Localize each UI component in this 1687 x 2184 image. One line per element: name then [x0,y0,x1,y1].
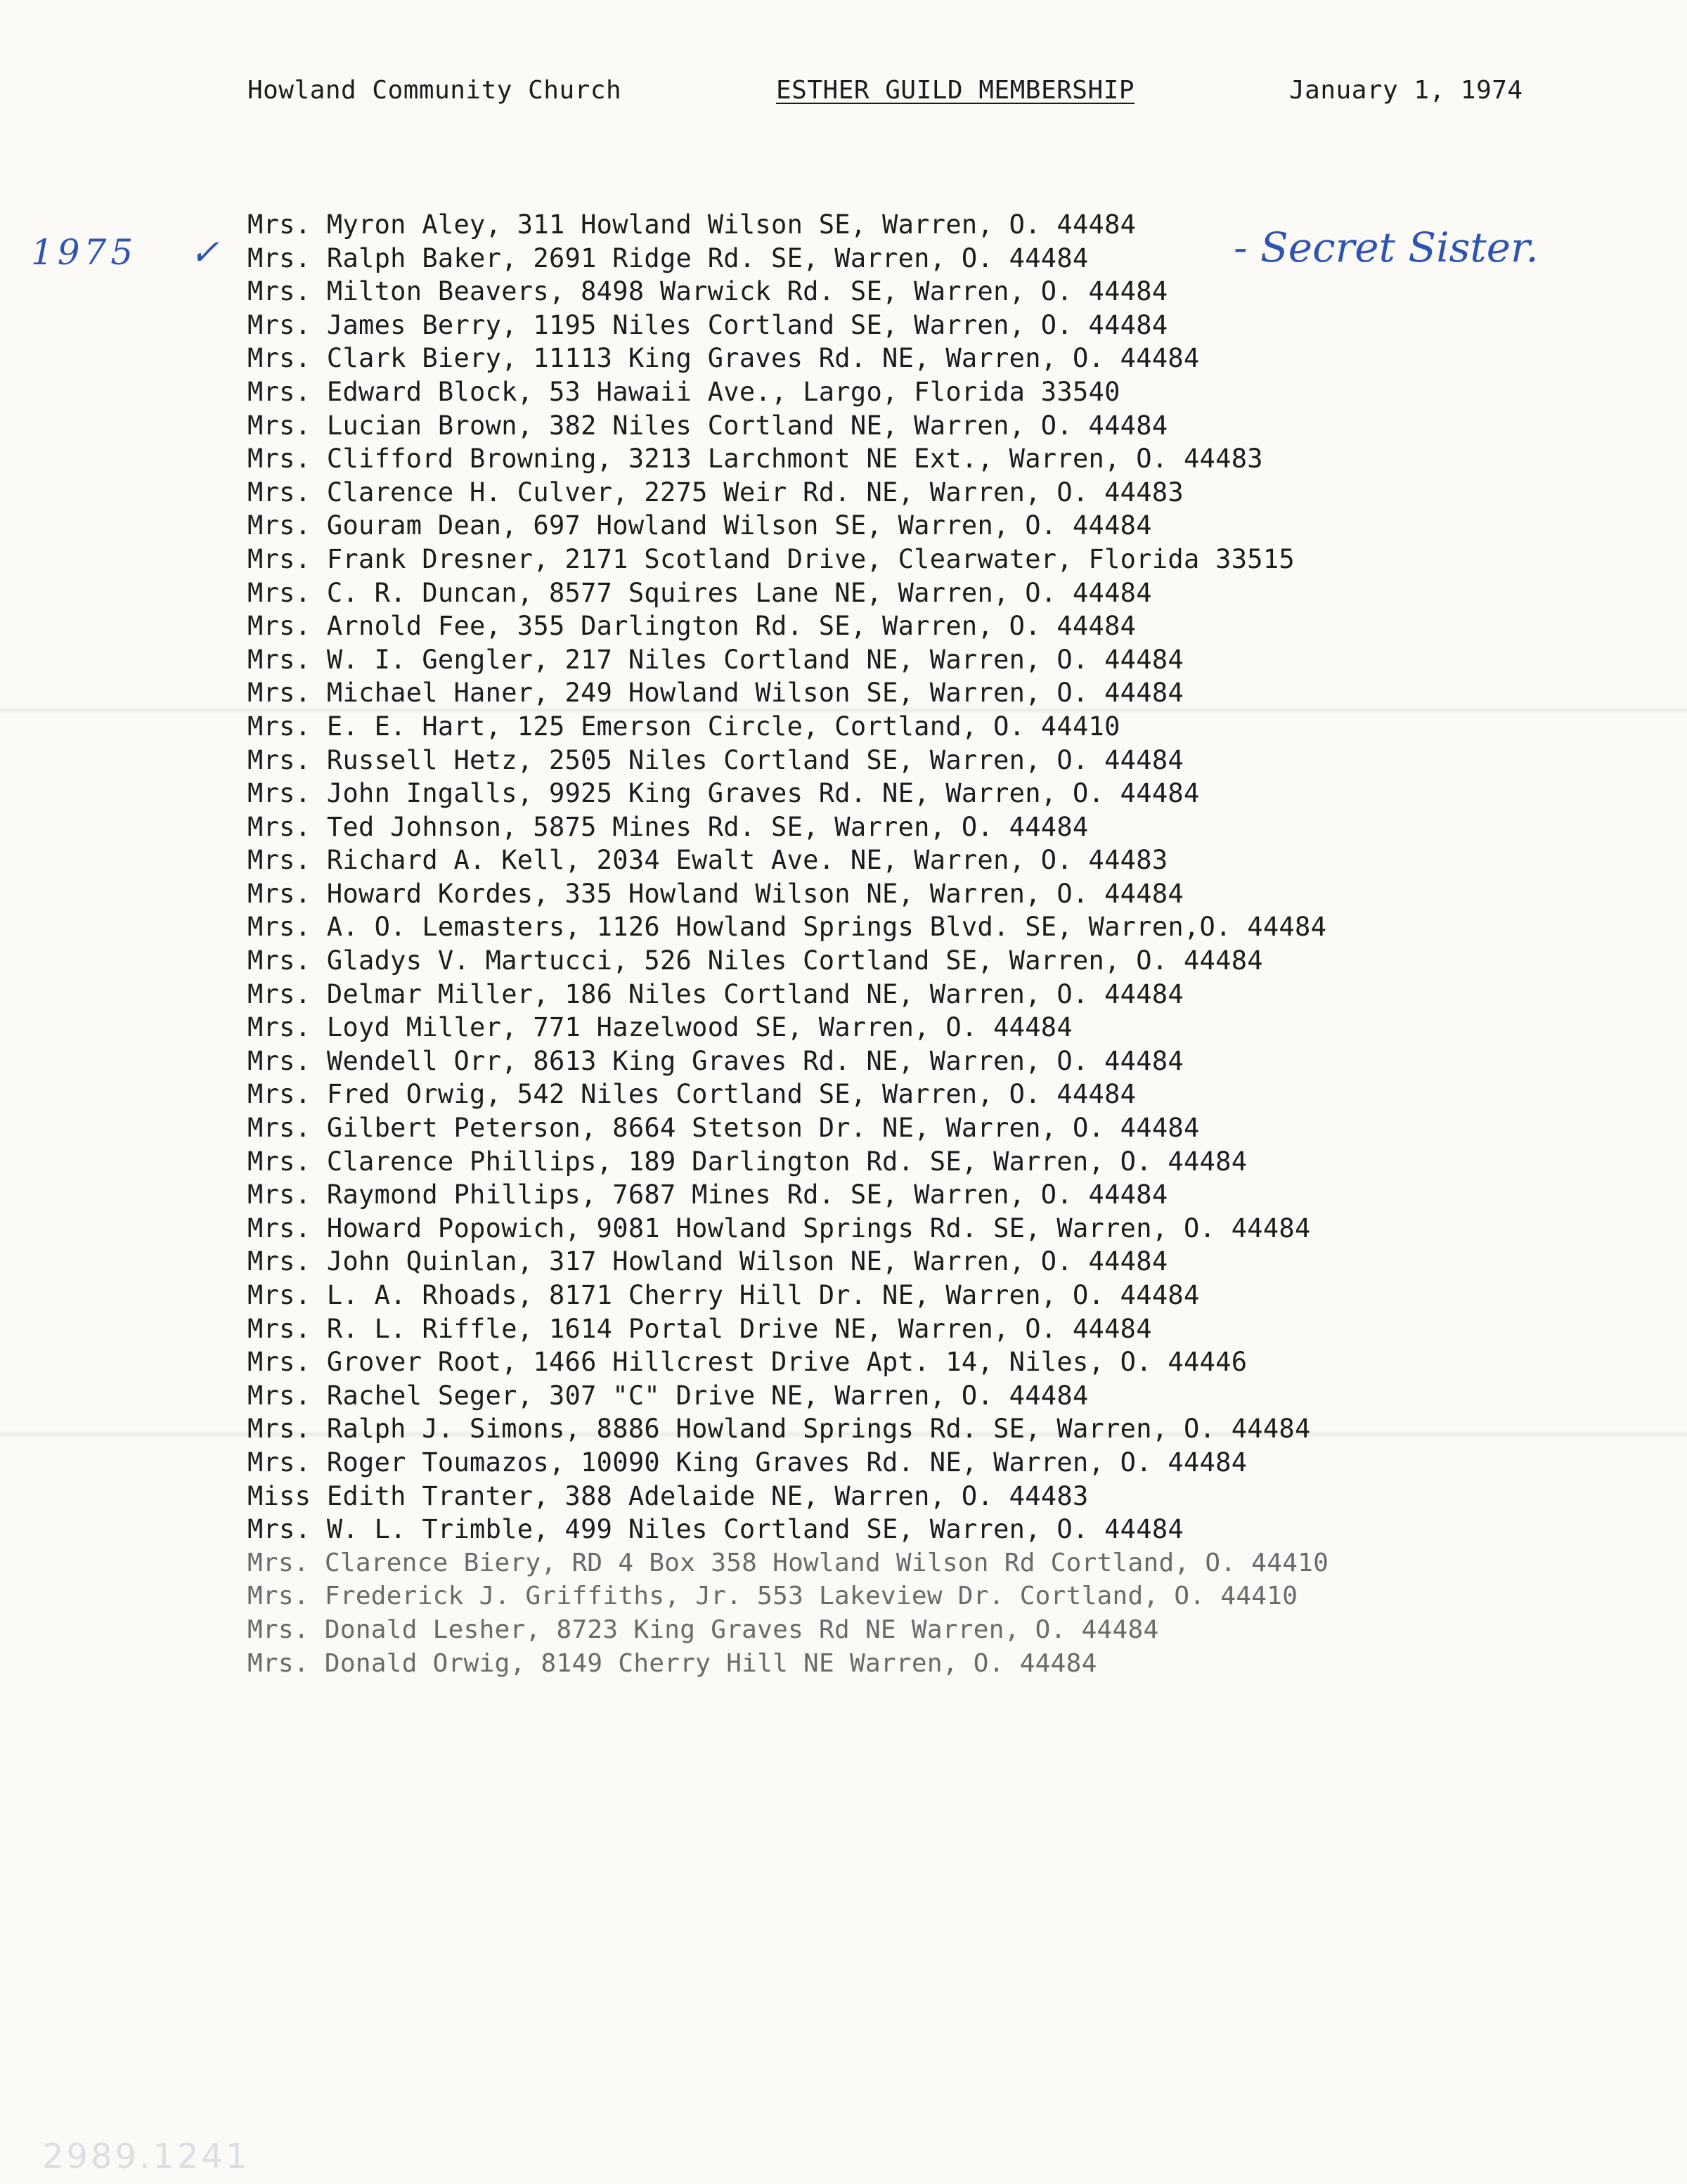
member-entry: Mrs. Howard Kordes, 335 Howland Wilson NE, Warren, O. 44484 [247,878,1184,909]
member-entry: Mrs. Grover Root, 1466 Hillcrest Drive Apt. 14, Niles, O. 44446 [247,1347,1248,1378]
member-entry: Mrs. Milton Beavers, 8498 Warwick Rd. SE, Warren, O. 44484 [247,276,1168,307]
member-entry: Mrs. Raymond Phillips, 7687 Mines Rd. SE, Warren, O. 44484 [247,1180,1168,1210]
member-entry: Mrs. Myron Aley, 311 Howland Wilson SE, Warren, O. 44484 [247,209,1137,240]
member-list [247,208,1513,1680]
document-title: ESTHER GUILD MEMBERSHIP [776,76,1135,105]
member-entry: Mrs. Richard A. Kell, 2034 Ewalt Ave. NE, Warren, O. 44483 [247,845,1168,876]
member-entry: Mrs. Arnold Fee, 355 Darlington Rd. SE, Warren, O. 44484 [247,611,1137,642]
member-entry: Mrs. John Quinlan, 317 Howland Wilson NE, Warren, O. 44484 [247,1246,1168,1277]
member-entry: Mrs. John Ingalls, 9925 King Graves Rd. NE, Warren, O. 44484 [247,778,1200,809]
member-entry: Mrs. Clarence H. Culver, 2275 Weir Rd. NE, Warren, O. 44483 [247,477,1184,508]
member-entry: Mrs. Donald Lesher, 8723 King Graves Rd NE Warren, O. 44484 [247,1615,1159,1644]
member-entry: Mrs. Ted Johnson, 5875 Mines Rd. SE, Warren, O. 44484 [247,811,1089,842]
member-entry: Mrs. Fred Orwig, 542 Niles Cortland SE, Warren, O. 44484 [247,1079,1137,1110]
member-entry: Mrs. Russell Hetz, 2505 Niles Cortland SE, Warren, O. 44484 [247,744,1184,775]
member-entry: Mrs. W. L. Trimble, 499 Niles Cortland SE, Warren, O. 44484 [247,1514,1184,1545]
member-entry: Mrs. A. O. Lemasters, 1126 Howland Springs Blvd. SE, Warren,O. 44484 [247,912,1327,943]
member-entry: Mrs. Ralph J. Simons, 8886 Howland Springs Rd. SE, Warren, O. 44484 [247,1414,1311,1445]
member-entry: Mrs. Loyd Miller, 771 Hazelwood SE, Warren, O. 44484 [247,1012,1073,1043]
member-entry: Miss Edith Tranter, 388 Adelaide NE, Warren, O. 44483 [247,1480,1089,1511]
member-entry: Mrs. James Berry, 1195 Niles Cortland SE, Warren, O. 44484 [247,309,1168,340]
member-entry: Mrs. Gilbert Peterson, 8664 Stetson Dr. NE, Warren, O. 44484 [247,1113,1200,1144]
church-name: Howland Community Church [247,76,622,105]
document-header [247,76,1541,111]
member-entry: Mrs. W. I. Gengler, 217 Niles Cortland NE, Warren, O. 44484 [247,644,1184,675]
member-entry: Mrs. Howard Popowich, 9081 Howland Springs Rd. SE, Warren, O. 44484 [247,1213,1311,1243]
member-entry: Mrs. Roger Toumazos, 10090 King Graves Rd. NE, Warren, O. 44484 [247,1447,1248,1478]
member-entry: Mrs. C. R. Duncan, 8577 Squires Lane NE, Warren, O. 44484 [247,577,1152,608]
member-entry: Mrs. Frederick J. Griffiths, Jr. 553 Lakeview Dr. Cortland, O. 44410 [247,1582,1298,1611]
member-entry: Mrs. L. A. Rhoads, 8171 Cherry Hill Dr. NE, Warren, O. 44484 [247,1280,1200,1310]
member-entry: Mrs. Edward Block, 53 Hawaii Ave., Largo, Florida 33540 [247,376,1120,407]
member-entry: Mrs. Gouram Dean, 697 Howland Wilson SE, Warren, O. 44484 [247,510,1152,541]
member-entry: Mrs. Michael Haner, 249 Howland Wilson SE, Warren, O. 44484 [247,678,1184,709]
handwritten-year: 1975 [31,232,138,273]
member-entry: Mrs. Lucian Brown, 382 Niles Cortland NE, Warren, O. 44484 [247,410,1168,441]
member-entry: Mrs. Donald Orwig, 8149 Cherry Hill NE Warren, O. 44484 [247,1648,1097,1678]
member-entry: Mrs. R. L. Riffle, 1614 Portal Drive NE, Warren, O. 44484 [247,1313,1152,1344]
member-entry: Mrs. Wendell Orr, 8613 King Graves Rd. NE, Warren, O. 44484 [247,1045,1184,1076]
faded-stamp-number: 2989.1241 [42,2137,250,2176]
member-entry: Mrs. Rachel Seger, 307 "C" Drive NE, Warren, O. 44484 [247,1380,1089,1411]
handwritten-note: - Secret Sister. [1234,224,1539,271]
member-entry: Mrs. Delmar Miller, 186 Niles Cortland NE, Warren, O. 44484 [247,978,1184,1009]
handwritten-checkmark: ✓ [190,232,219,273]
member-entry: Mrs. Ralph Baker, 2691 Ridge Rd. SE, Warren, O. 44484 [247,243,1089,273]
member-entry: Mrs. Clarence Biery, RD 4 Box 358 Howland Wilson Rd Cortland, O. 44410 [247,1548,1329,1577]
member-entry: Mrs. Gladys V. Martucci, 526 Niles Cortland SE, Warren, O. 44484 [247,945,1263,976]
member-entry: Mrs. Clarence Phillips, 189 Darlington Rd. SE, Warren, O. 44484 [247,1146,1248,1177]
member-entry: Mrs. E. E. Hart, 125 Emerson Circle, Cortland, O. 44410 [247,711,1120,742]
member-entry: Mrs. Frank Dresner, 2171 Scotland Drive, Clearwater, Florida 33515 [247,543,1295,574]
member-entry: Mrs. Clifford Browning, 3213 Larchmont NE Ext., Warren, O. 44483 [247,444,1263,474]
member-entry: Mrs. Clark Biery, 11113 King Graves Rd. NE, Warren, O. 44484 [247,343,1200,374]
document-date: January 1, 1974 [1289,76,1523,105]
